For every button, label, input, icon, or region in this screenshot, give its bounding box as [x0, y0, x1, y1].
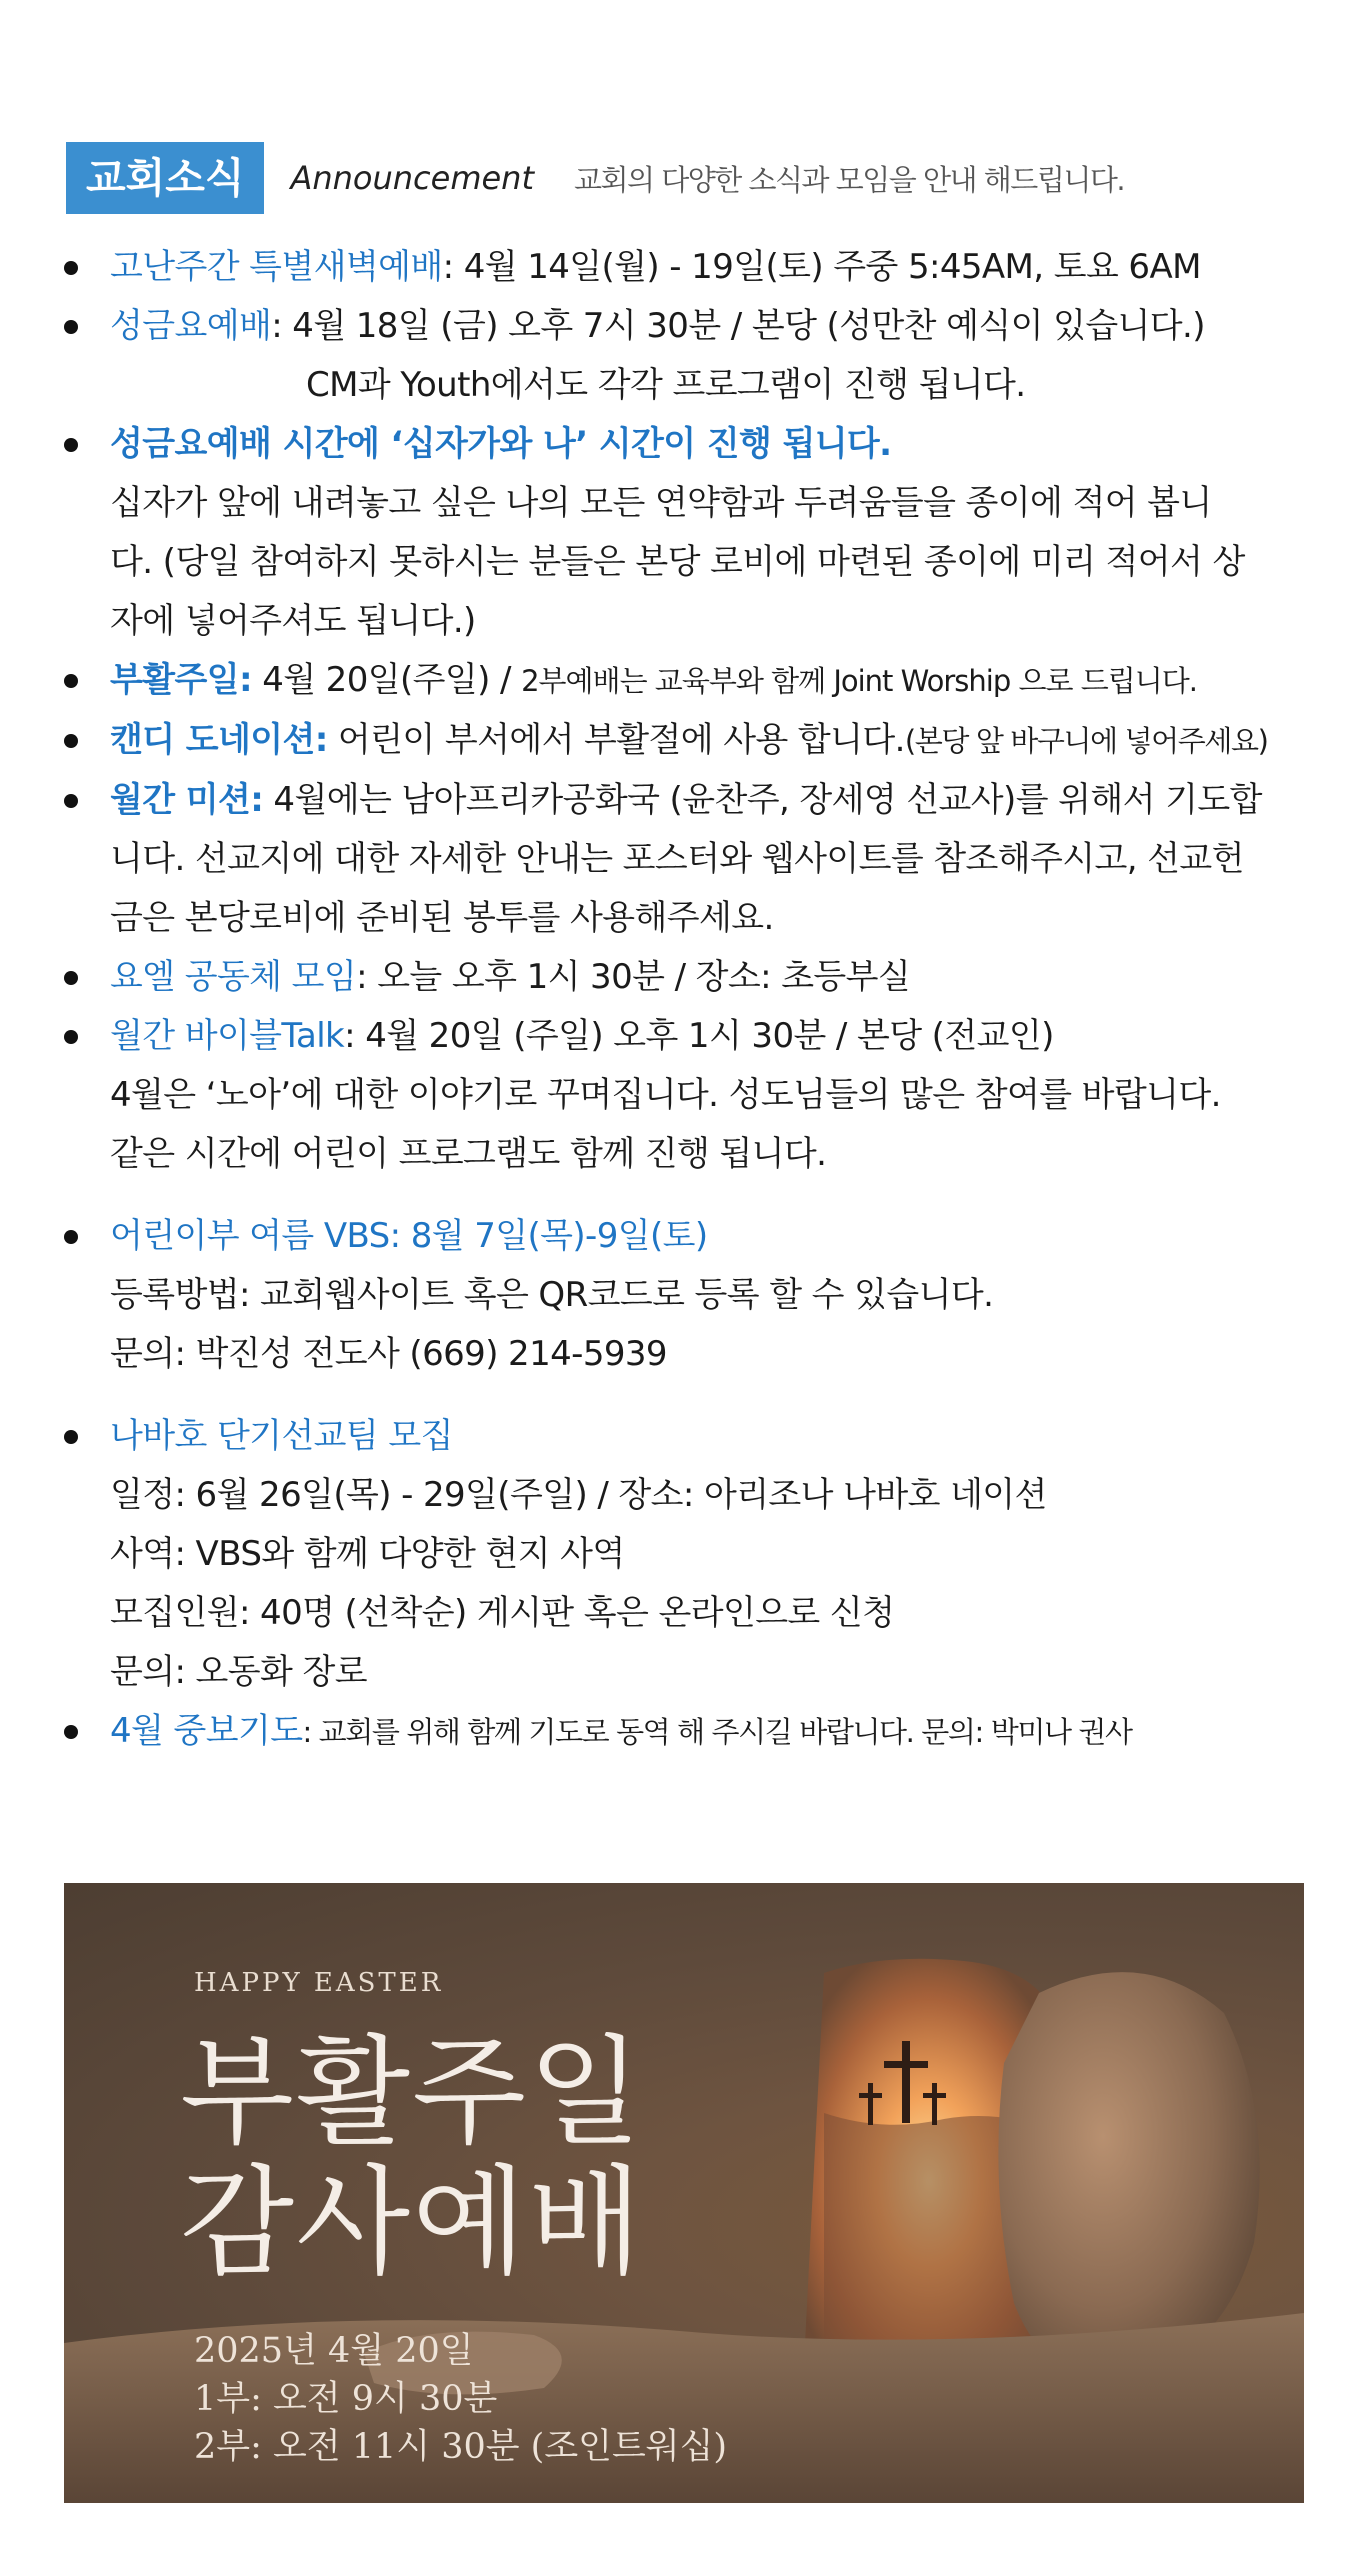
list-item [64, 1407, 1326, 1702]
item-note: (본당 앞 바구니에 넣어주세요) [904, 724, 1268, 758]
section-badge: 교회소식 [66, 142, 264, 214]
item-label: 캔디 도네이션: [110, 720, 328, 760]
item-line: 다. (당일 참여하지 못하시는 분들은 본당 로비에 마련된 종이에 미리 적어서 상 [110, 542, 1245, 582]
item-note: 2부예배는 교육부와 함께 Joint Worship 으로 드립니다. [521, 664, 1197, 698]
bullet-icon [64, 794, 78, 808]
bullet-icon [64, 1430, 78, 1444]
item-label: 월간 미션: [110, 780, 264, 820]
item-line: 문의: 오동화 장로 [110, 1652, 367, 1692]
item-text: : 4월 18일 (금) 오후 7시 30분 / 본당 (성만찬 예식이 있습니다.) [271, 306, 1205, 346]
list-item [64, 771, 1326, 948]
rolled-stone [998, 1972, 1259, 2383]
announcement-list [64, 238, 1326, 1762]
item-line: 니다. 선교지에 대한 자세한 안내는 포스터와 웹사이트를 참조해주시고, 선교헌 [110, 839, 1244, 879]
item-line: 금은 본당로비에 준비된 봉투를 사용해주세요. [110, 898, 774, 938]
item-line: 일정: 6월 26일(목) - 29일(주일) / 장소: 아리조나 나바호 네이션 [110, 1475, 1047, 1515]
item-line: 자에 넣어주셔도 됩니다.) [110, 601, 476, 641]
list-item [64, 651, 1326, 711]
item-text: 4월 20일(주일) / [251, 660, 522, 700]
item-line: 문의: 박진성 전도사 (669) 214-5939 [110, 1334, 667, 1374]
list-item [64, 238, 1326, 297]
item-label: 나바호 단기선교팀 모집 [110, 1416, 453, 1456]
service-date: 2025년 4월 20일 [194, 2331, 474, 2371]
item-line: 등록방법: 교회웹사이트 혹은 QR코드로 등록 할 수 있습니다. [110, 1275, 994, 1315]
list-item [64, 1702, 1326, 1762]
banner-title-line2: 감사예배 [180, 2153, 644, 2291]
list-item [64, 711, 1326, 771]
bullet-icon [64, 438, 78, 452]
item-label: 요엘 공동체 모임 [110, 957, 357, 997]
item-line: 모집인원: 40명 (선착순) 게시판 혹은 온라인으로 신청 [110, 1593, 895, 1633]
item-label: 4월 중보기도 [110, 1711, 303, 1751]
list-item [64, 297, 1326, 415]
item-label: 성금요예배 시간에 ‘십자가와 나’ 시간이 진행 됩니다. [110, 424, 892, 464]
bullet-icon [64, 674, 78, 688]
bullet-icon [64, 971, 78, 985]
section-header [66, 142, 1124, 214]
item-line: 4월은 ‘노아’에 대한 이야기로 꾸며집니다. 성도님들의 많은 참여를 바랍니다. [110, 1075, 1221, 1115]
item-label: 부활주일: [110, 660, 252, 700]
item-label: 고난주간 특별새벽예배 [110, 247, 443, 287]
item-line: CM과 Youth에서도 각각 프로그램이 진행 됩니다. [306, 365, 1026, 405]
list-item [64, 415, 1326, 651]
item-text: : 오늘 오후 1시 30분 / 장소: 초등부실 [356, 957, 911, 997]
announcement-label: Announcement [290, 159, 534, 197]
item-text: 어린이 부서에서 부활절에 사용 합니다. [327, 720, 905, 760]
first-service: 1부: 오전 9시 30분 [194, 2379, 498, 2419]
bullet-icon [64, 734, 78, 748]
item-label: 어린이부 여름 VBS: 8월 7일(목)-9일(토) [110, 1216, 708, 1256]
bullet-icon [64, 320, 78, 334]
bullet-icon [64, 1030, 78, 1044]
second-service: 2부: 오전 11시 30분 (조인트워십) [194, 2427, 728, 2467]
item-line: 같은 시간에 어린이 프로그램도 함께 진행 됩니다. [110, 1134, 827, 1174]
bullet-icon [64, 1725, 78, 1739]
item-text: : 4월 20일 (주일) 오후 1시 30분 / 본당 (전교인) [344, 1016, 1054, 1056]
bullet-icon [64, 261, 78, 275]
banner-title-line1: 부활주일 [180, 2023, 644, 2161]
item-text: 4월에는 남아프리카공화국 (윤찬주, 장세영 선교사)를 위해서 기도합 [263, 780, 1262, 820]
item-line: 십자가 앞에 내려놓고 싶은 나의 모든 연약함과 두려움들을 종이에 적어 봅니 [110, 483, 1212, 523]
happy-easter-text: HAPPY EASTER [194, 1968, 444, 1998]
item-label: 월간 바이블Talk [110, 1016, 345, 1056]
bullet-icon [64, 1230, 78, 1244]
item-text: : 교회를 위해 함께 기도로 동역 해 주시길 바랍니다. 문의: 박미나 권사 [302, 1715, 1132, 1749]
section-description: 교회의 다양한 소식과 모임을 안내 해드립니다. [574, 162, 1125, 197]
list-item [64, 1007, 1326, 1184]
item-label: 성금요예배 [110, 306, 272, 346]
list-item [64, 1207, 1326, 1384]
easter-banner [64, 1883, 1304, 2503]
item-line: 사역: VBS와 함께 다양한 현지 사역 [110, 1534, 625, 1574]
item-text: : 4월 14일(월) - 19일(토) 주중 5:45AM, 토요 6AM [442, 247, 1201, 287]
list-item [64, 948, 1326, 1007]
